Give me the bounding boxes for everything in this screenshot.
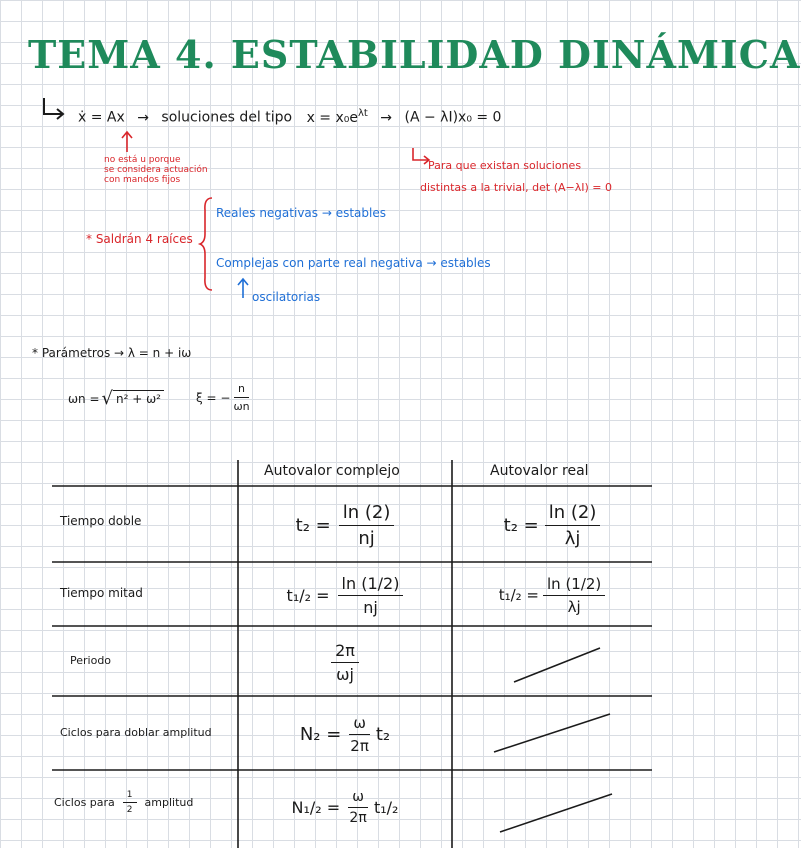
cell-complex-cycles-double [238,698,452,770]
title-name: ESTABILIDAD DINÁMICA [230,32,801,77]
cell-real-double [452,490,652,560]
formula-tail: t₂ [375,723,391,745]
fraction [338,574,404,617]
wn-lhs: ωn = [68,391,100,406]
row-label-double-time: Tiempo doble [60,514,142,528]
solution-exponent: λt [358,108,368,119]
formula-lhs: N₁/₂ = [291,797,341,817]
fraction [543,575,605,616]
header-real-eigenvalue: Autovalor real [490,463,589,479]
formula-num: ω [349,714,370,735]
row-label-cycles-half [54,790,193,815]
formula-num: ω [348,789,368,808]
formula-den: λj [564,527,581,549]
formula-num: ln (1/2) [543,575,605,596]
roots-label: * Saldrán 4 raíces [86,232,193,246]
xi-den: ωn [233,400,250,413]
formula-num: 2π [331,641,359,663]
sqrt-icon: √ [101,388,114,409]
note-line: se considera actuación [104,165,208,175]
formula-lhs: t₂ = [295,514,331,536]
cell-real-half [452,564,652,626]
fraction [339,502,395,549]
arrow-icon: → [380,109,393,126]
row-label-cycles-double: Ciclos para doblar amplitud [60,726,212,739]
parameters-line: * Parámetros → λ = n + iω [32,346,192,360]
formula-lhs: N₂ = [299,723,342,745]
title-number: TEMA 4. [28,32,217,77]
cell-complex-half [238,564,452,626]
fraction [348,789,368,826]
fraction [545,502,601,549]
label-den: 2 [126,805,133,815]
wn-radicand: n² + ω² [113,390,164,406]
note-line: distintas a la trivial, det (A−λI) = 0 [420,181,613,194]
cell-complex-double [238,490,452,560]
formula-den: nj [358,527,375,549]
note-line: Para que existan soluciones [428,159,582,172]
arrow-icon: → [137,109,149,126]
formula-den: λj [567,597,581,616]
label-tail: amplitud [144,796,194,809]
formula-num: ln (1/2) [338,574,404,596]
state-equation: ẋ = Ax [78,109,125,126]
formula-den: nj [363,597,378,617]
solution-type-text: soluciones del tipo [161,109,293,126]
formula-den: 2π [350,736,369,755]
row-label-period: Periodo [70,654,112,667]
formula-lhs: t₂ = [503,514,539,536]
note-line: no está u porque [104,155,181,165]
formula-lhs: t₁/₂ = [498,586,539,604]
xi-num: n [234,382,249,398]
roots-real: Reales negativas → estables [216,206,386,220]
xi-lhs: ξ = − [196,390,231,405]
cell-complex-period [238,628,452,696]
row-label-half-time: Tiempo mitad [60,586,143,600]
label-text: Ciclos para [54,796,115,809]
fraction [123,790,137,815]
fraction [331,641,359,684]
solution-form: x = x₀e [306,109,358,126]
formula-num: ln (2) [545,502,601,526]
roots-oscillatory: oscilatorias [252,290,321,304]
cell-complex-cycles-half [238,772,452,842]
formula-den: ωj [336,664,354,684]
formula-den: 2π [349,809,367,826]
fraction [349,714,370,755]
header-complex-eigenvalue: Autovalor complejo [264,463,400,479]
formula-lhs: t₁/₂ = [286,585,330,605]
note-line: con mandos fijos [104,175,181,185]
label-num: 1 [123,790,137,803]
formula-num: ln (2) [339,502,395,526]
formula-tail: t₁/₂ [373,797,399,817]
roots-complex: Complejas con parte real negativa → estables [216,256,491,270]
characteristic-equation: (A − λI)x₀ = 0 [404,109,502,126]
